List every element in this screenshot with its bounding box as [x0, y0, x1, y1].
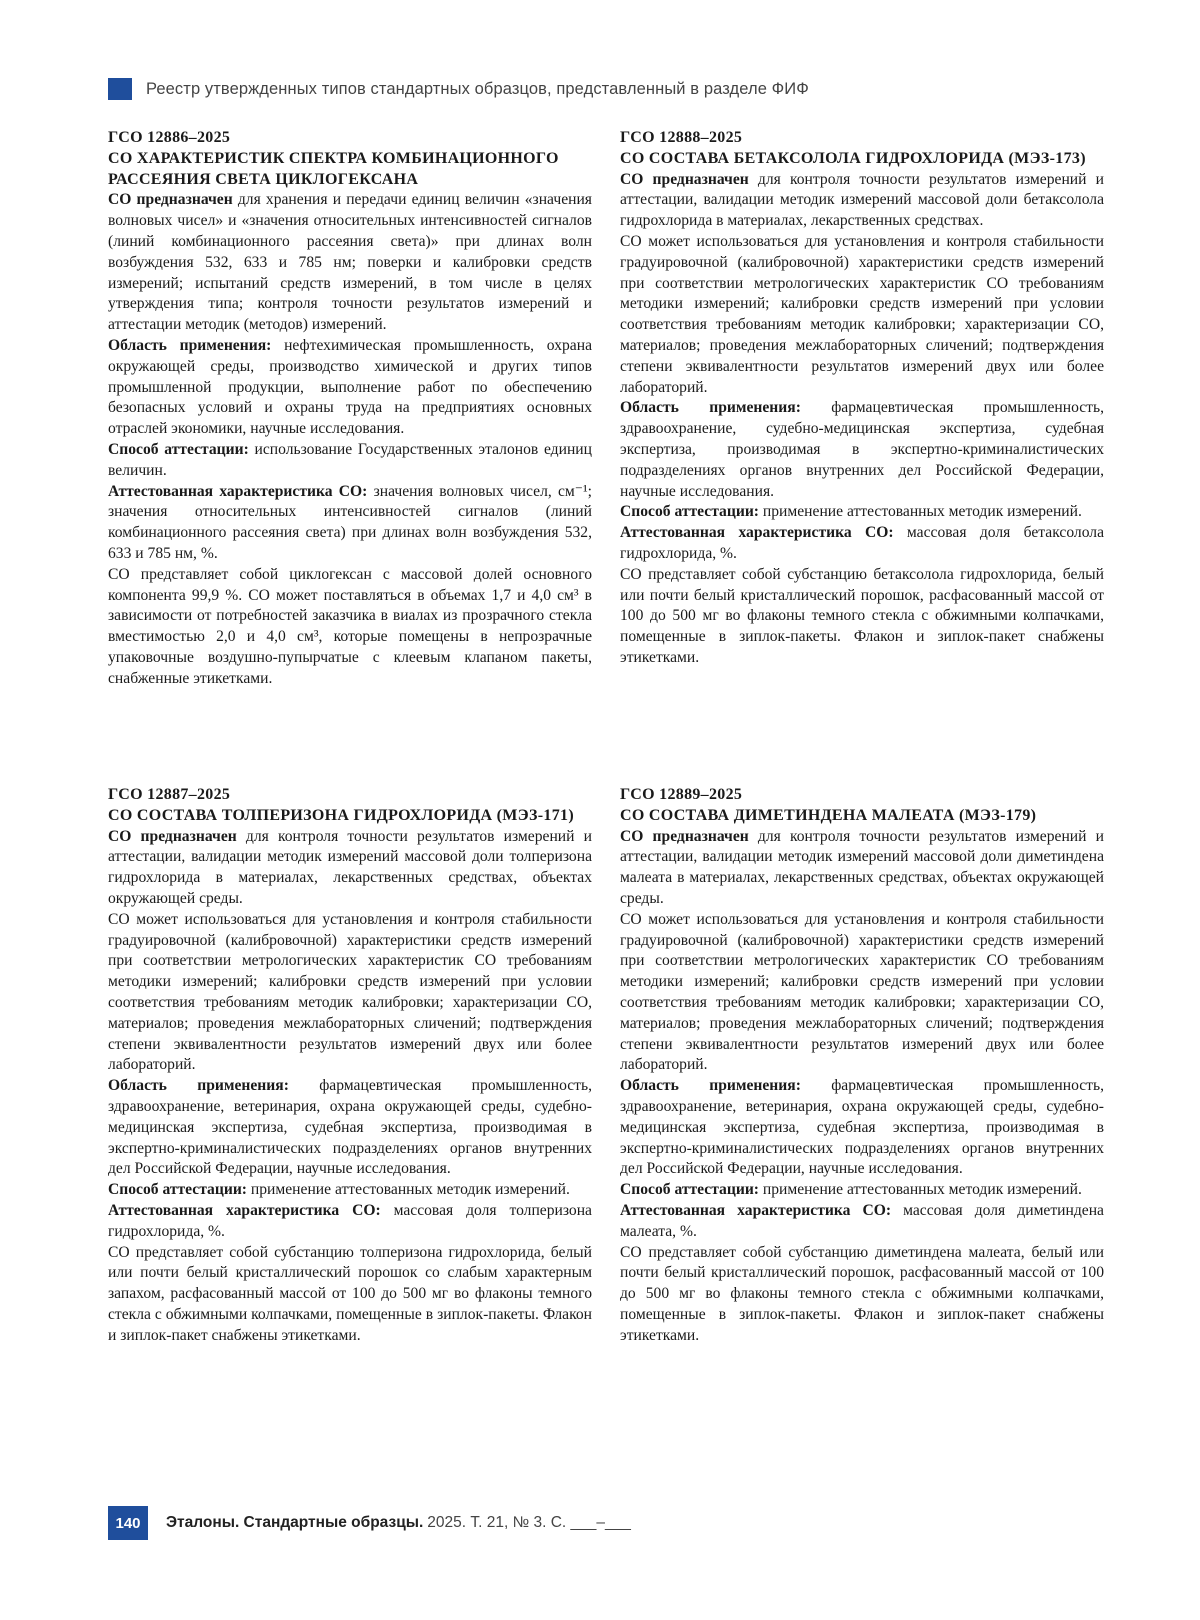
- entry-usage: СО может использоваться для установления и контроля стабильности градуировочной (калибровочной) характеристики средств измерений при соответствии метрологических характеристик СО требованиям методики измерений; калибровки средств измерений при условии соответствия требованиям методик калибровки; характеризации СО, материалов; проведения межлабораторных сличений; подтверждения степени эквивалентности результатов измерений двух или более лабораторий.: [108, 910, 592, 1074]
- entry-purpose: [108, 190, 592, 336]
- entry-usage: СО может использоваться для установления и контроля стабильности градуировочной (калибровочной) характеристики средств измерений при соответствии метрологических характеристик СО требованиям методики измерений; калибровки средств измерений при условии соответствия требованиям методик калибровки; характеризации СО, материалов; проведения межлабораторных сличений; подтверждения степени эквивалентности результатов измерений двух или более лабораторий.: [620, 232, 1104, 396]
- entry-code: ГСО 12889–2025: [620, 786, 743, 803]
- header-accent-square: [108, 78, 132, 100]
- purpose-text: для хранения и передачи единиц величин «значения волновых чисел» и «значения относительных интенсивностей сигналов (линий комбинационного рассеяния света)» при длинах волн возбуждения 532, 633 и 785 нм; поверки и калибровки средств измерений; испытаний средств измерений, в том числе в целях утверждения типа; контроля точности результатов измерений и аттестации методик (методов) измерений.: [108, 191, 592, 334]
- method-label: Способ аттестации:: [620, 1181, 759, 1199]
- page-number: 140: [108, 1506, 148, 1540]
- scope-label: Область применения:: [108, 336, 272, 354]
- entry-code: ГСО 12887–2025: [108, 786, 231, 803]
- entry-description: СО представляет собой субстанцию диметиндена малеата, белый или почти белый кристаллический порошок, расфасованный массой от 100 до 500 мг во флаконы темного стекла с обжимными колпачками, помещенные в зиплок-пакеты. Флакон и зиплок-пакет снабжены этикетками.: [620, 1243, 1104, 1344]
- entry-gso-12887: [108, 785, 592, 1347]
- method-label: Способ аттестации:: [620, 503, 759, 521]
- entry-characteristic: [620, 523, 1104, 565]
- entry-scope: [620, 1076, 1104, 1180]
- purpose-label: СО предназначен: [620, 827, 749, 845]
- entry-description: СО представляет собой циклогексан с массовой долей основного компонента 99,9 %. СО может поставляться в объемах 1,7 и 4,0 см³ в зависимости от потребностей заказчика в виалах из прозрачного стекла вместимостью 2,0 и 4,0 см³, которые помещены в непрозрачные упаковочные воздушно-пупырчатые с клеевым клапаном пакеты, снабженные этикетками.: [108, 565, 592, 687]
- entry-title: СО СОСТАВА БЕТАКСОЛОЛА ГИДРОХЛОРИДА (МЭЗ-173): [620, 149, 1086, 167]
- method-text: использование Государственных эталонов единиц величин.: [108, 440, 592, 479]
- characteristic-text: массовая доля диметиндена малеата, %.: [620, 1201, 1104, 1240]
- method-label: Способ аттестации:: [108, 440, 249, 458]
- entry-title: СО СОСТАВА ДИМЕТИНДЕНА МАЛЕАТА (МЭЗ-179): [620, 806, 1037, 824]
- purpose-text: для контроля точности результатов измерений и аттестации, валидации методик измерений массовой доли диметиндена малеата в материалах, лекарственных средствах, объектах окружающей среды.: [620, 827, 1104, 907]
- journal-title: Эталоны. Стандартные образцы.: [166, 1514, 424, 1531]
- entry-code: ГСО 12888–2025: [620, 129, 743, 146]
- characteristic-label: Аттестованная характеристика СО:: [620, 524, 894, 542]
- journal-details: 2025. Т. 21, № 3. С. ___–___: [427, 1514, 631, 1531]
- purpose-text: для контроля точности результатов измерений и аттестации, валидации методик измерений массовой доли бетаксолола гидрохлорида в материалах, лекарственных средствах.: [620, 170, 1104, 230]
- method-text: применение аттестованных методик измерений.: [759, 1181, 1082, 1199]
- scope-label: Область применения:: [108, 1077, 289, 1095]
- entry-purpose: [108, 827, 592, 910]
- purpose-label: СО предназначен: [108, 191, 233, 209]
- method-text: применение аттестованных методик измерений.: [247, 1181, 570, 1199]
- entry-description: СО представляет собой субстанцию толперизона гидрохлорида, белый или почти белый кристаллический порошок со слабым характерным запахом, расфасованный массой от 100 до 500 мг во флаконы темного стекла с обжимными колпачками, помещенные в зиплок-пакеты. Флакон и зиплок-пакет снабжены этикетками.: [108, 1243, 592, 1344]
- entry-title: СО СОСТАВА ТОЛПЕРИЗОНА ГИДРОХЛОРИДА (МЭЗ-171): [108, 806, 574, 824]
- purpose-label: СО предназначен: [620, 170, 749, 188]
- entry-method: [108, 440, 592, 482]
- entry-code: ГСО 12886–2025: [108, 129, 231, 146]
- scope-label: Область применения:: [620, 1077, 801, 1095]
- running-header: [108, 78, 809, 100]
- characteristic-text: массовая доля бетаксолола гидрохлорида, %.: [620, 524, 1104, 562]
- characteristic-text: массовая доля толперизона гидрохлорида, %.: [108, 1201, 592, 1240]
- entry-scope: [108, 336, 592, 440]
- method-label: Способ аттестации:: [108, 1181, 247, 1199]
- scope-label: Область применения:: [620, 399, 801, 417]
- entry-scope: [620, 398, 1104, 502]
- scope-text: фармацевтическая промышленность, здравоохранение, ветеринария, охрана окружающей среды, судебно-медицинская экспертиза, судебная экспертиза, производимая в экспертно-криминалистических подразделениях органов внутренних дел Российской Федерации, научные исследования.: [620, 1077, 1104, 1178]
- scope-text: нефтехимическая промышленность, охрана окружающей среды, производство химической и других типов промышленной продукции, выполнение работ по обеспечению безопасных условий и охраны труда на предприятиях основных отраслей экономики, научные исследования.: [108, 336, 592, 438]
- purpose-label: СО предназначен: [108, 827, 237, 845]
- entry-characteristic: [108, 482, 592, 565]
- entry-description: СО представляет собой субстанцию бетаксолола гидрохлорида, белый или почти белый кристаллический порошок, расфасованный массой от 100 до 500 мг во флаконы темного стекла с обжимными колпачками, помещенные в зиплок-пакеты. Флакон и зиплок-пакет снабжены этикетками.: [620, 565, 1104, 666]
- entry-gso-12886: [108, 128, 592, 690]
- entry-method: [620, 1180, 1104, 1201]
- characteristic-label: Аттестованная характеристика СО:: [620, 1201, 892, 1219]
- purpose-text: для контроля точности результатов измерений и аттестации, валидации методик измерений массовой доли толперизона гидрохлорида в материалах, лекарственных средствах, объектах окружающей среды.: [108, 827, 592, 907]
- entry-scope: [108, 1076, 592, 1180]
- scope-text: фармацевтическая промышленность, здравоохранение, ветеринария, охрана окружающей среды, судебно-медицинская экспертиза, судебная экспертиза, производимая в экспертно-криминалистических подразделениях органов внутренних дел Российской Федерации, научные исследования.: [108, 1077, 592, 1178]
- scope-text: фармацевтическая промышленность, здравоохранение, судебно-медицинская экспертиза, судебная экспертиза, производимая в экспертно-криминалистических подразделениях органов внутренних дел Российской Федерации, научные исследования.: [620, 399, 1104, 500]
- entry-purpose: [620, 170, 1104, 232]
- method-text: применение аттестованных методик измерений.: [759, 503, 1082, 521]
- entry-usage: СО может использоваться для установления и контроля стабильности градуировочной (калибровочной) характеристики средств измерений при соответствии метрологических характеристик СО требованиям методики измерений; калибровки средств измерений при условии соответствия требованиям методик калибровки; характеризации СО, материалов; проведения межлабораторных сличений; подтверждения степени эквивалентности результатов измерений двух или более лабораторий.: [620, 910, 1104, 1074]
- entry-characteristic: [108, 1201, 592, 1243]
- page-footer: [108, 1506, 631, 1540]
- characteristic-label: Аттестованная характеристика СО:: [108, 482, 368, 500]
- entry-characteristic: [620, 1201, 1104, 1243]
- entry-purpose: [620, 827, 1104, 910]
- entry-gso-12888: [620, 128, 1104, 669]
- entry-gso-12889: [620, 785, 1104, 1347]
- entry-method: [108, 1180, 592, 1201]
- characteristic-label: Аттестованная характеристика СО:: [108, 1201, 381, 1219]
- header-text: Реестр утвержденных типов стандартных образцов, представленный в разделе ФИФ: [146, 79, 809, 98]
- entry-method: [620, 502, 1104, 523]
- entry-title: СО ХАРАКТЕРИСТИК СПЕКТРА КОМБИНАЦИОННОГО РАССЕЯНИЯ СВЕТА ЦИКЛОГЕКСАНА: [108, 149, 559, 188]
- characteristic-text: значения волновых чисел, см⁻¹; значения относительных интенсивностей сигналов (линий комбинационного рассеяния света) при длинах волн возбуждения 532, 633 и 785 нм, %.: [108, 482, 592, 562]
